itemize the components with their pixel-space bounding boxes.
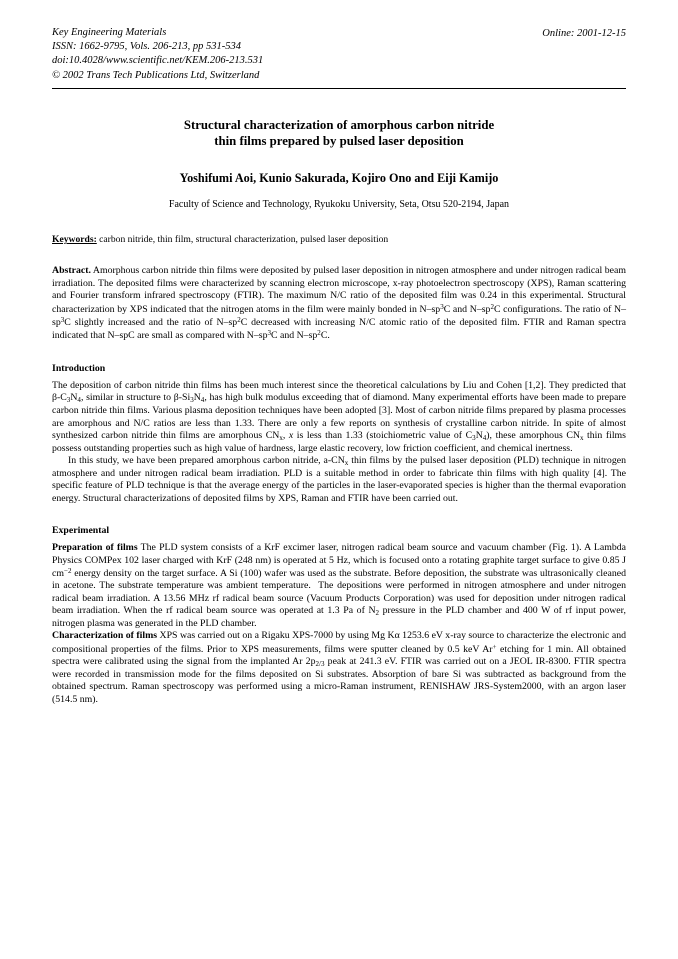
- intro-paragraph-2: In this study, we have been prepared amorphous carbon nitride, $a-CN_x$ thin films by the pulsed laser deposition (PLD) technique in nitrogen atmosphere and under nitrogen radical beam irradiation. PLD is a suitable method in order to fabricate thin films with high quality [4]. The specific feature of PLD technique is that the average energy of the particles in the laser-evaporated species is higher than the thermal evaporation energy. Structural characterizations of deposited films by XPS, Raman and FTIR have been carried out.: [52, 455, 626, 504]
- keywords-line: [52, 234, 626, 245]
- issn-line: ISSN: 1662-9795, Vols. 206-213, pp 531-534: [52, 41, 241, 53]
- runin-characterization-of-films: Characterization of films: [52, 630, 158, 642]
- title-line-1: Structural characterization of amorphous carbon nitride: [183, 117, 495, 132]
- abstract-label: Abstract.: [52, 265, 91, 277]
- page-title: [52, 117, 626, 150]
- section-heading-introduction: Introduction: [52, 362, 106, 374]
- keywords-value: carbon nitride, thin film, structural characterization, pulsed laser deposition: [96, 234, 389, 246]
- doi-line: doi:10.4028/www.scientific.net/KEM.206-213.531: [52, 55, 264, 67]
- experimental-preparation-paragraph: Preparation of films The PLD system consists of a KrF excimer laser, nitrogen radical beam source and vacuum chamber (Fig. 1). A Lambda Physics COMPex 102 laser charged with KrF (248 nm) is operated at 5 Hz, which is focused onto a rotating graphite target surface to give 0.85 J $cm^{-2}$ energy density on the target surface. A Si (100) wafer was used as the substrate. Before deposition, the substrate was ultrasonically cleaned in acetone. The substrate temperature was ambient temperature. The depositions were performed in nitrogen atmosphere and under nitrogen radical beam irradiation. A 13.56 MHz rf radical beam source (Vacuum Products Corporation) was used for deposition under nitrogen radical beam irradiation. When the rf radical beam source was operated at 1.3 Pa of $N_2$ pressure in the PLD chamber and 400 W of rf input power, nitrogen plasma was generated in the PLD chamber.: [52, 542, 626, 629]
- runin-preparation-of-films: Preparation of films: [52, 542, 138, 554]
- author-list: Yoshifumi Aoi, Kunio Sakurada, Kojiro Ono and Eiji Kamijo: [179, 171, 499, 186]
- experimental-characterization-paragraph: Characterization of films XPS was carried out on a Rigaku XPS-7000 by using Mg Kα 1253.6 eV x-ray source to characterize the electronic and compositional properties of the films. Prior to XPS measurements, films were sputter cleaned by 0.5 keV Ar+ etching for 1 min. All obtained spectra were calibrated using the signal from the implanted Ar $2p_{2/3}$ peak at 241.3 eV. FTIR was carried out on a JEOL IR-8300. FTIR spectra were recorded in transmission mode for the films deposited on Si substrates. Absorption of bare Si was subtracted as background from the obtained spectrum. Raman spectroscopy was performed using a micro-Raman instrument, RENISHAW JRS-System2000, with an argon laser (514.5 nm).: [52, 630, 626, 705]
- abstract-text: Amorphous carbon nitride thin films were deposited by pulsed laser deposition in nitrogen atmosphere and under nitrogen radical beam irradiation. The deposited films were characterized by scanning electron microscope, x-ray photoelectron spectroscopy (XPS), Raman scattering and Fourier transform infrared spectroscopy (FTIR). The maximum N/C ratio of the deposited film was 0.24 in this experimental. Structural characterization by XPS indicated that the nitrogen atoms in the film were mainly bonded in $N-sp^3C$ and $N-sp^2C$ configurations. The ratio of $N-sp^3C$ slightly increased and the ratio of $N-sp^2C$ decreased with increasing N/C atomic ratio of the deposited film. FTIR and Raman spectra indicated that N–spC are small as compared with $N-sp^3C$ and $N-sp^2C$.: [52, 265, 627, 342]
- affiliation: Faculty of Science and Technology, Ryukoku University, Seta, Otsu 520-2194, Japan: [168, 199, 510, 211]
- intro-paragraph-1: The deposition of carbon nitride thin films has been much interest since the theoretical calculations by Liu and Cohen [1,2]. They predicted that $\beta-C_3N_4$, similar in structure to $\beta-Si_3N_4$, has high bulk modulus exceeding that of diamond. Many experimental efforts have been made to prepare carbon nitride thin films. Various plasma deposition techniques have been adopted [3]. Most of carbon nitride films prepared by plasma processes are amorphous and N/C ratios are less than 1.33. There are only a few reports on synthesis of crystalline carbon nitride. In spite of almost synthesized carbon nitride thin films are amorphous $CN_x$, x is less than 1.33 (stoichiometric value of $C_3N_4$), these amorphous $CN_x$ thin films possess outstanding properties such as high value of hardness, large elastic recovery, low friction coefficient, and chemical inertness.: [52, 379, 626, 454]
- section-heading-experimental: Experimental: [52, 525, 110, 537]
- copyright-line: © 2002 Trans Tech Publications Ltd, Switzerland: [52, 69, 260, 81]
- header-journal-block: [52, 26, 263, 83]
- page-header: [52, 26, 626, 83]
- abstract-block: [52, 265, 626, 342]
- header-divider: [52, 88, 626, 89]
- journal-name: Key Engineering Materials: [52, 27, 167, 38]
- online-date: Online: 2001-12-15: [542, 28, 626, 39]
- title-line-2: thin films prepared by pulsed laser deposition: [214, 134, 464, 149]
- keywords-label: Keywords:: [52, 234, 97, 246]
